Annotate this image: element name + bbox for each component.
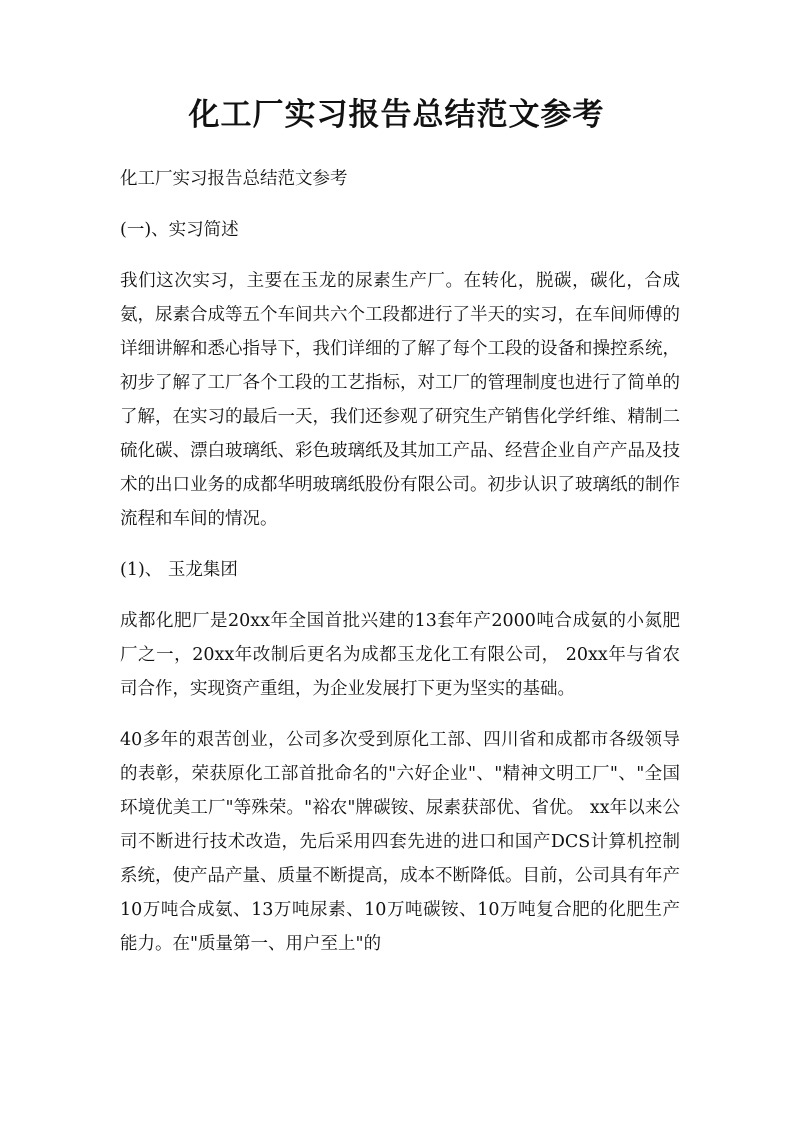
paragraph-overview: 我们这次实习，主要在玉龙的尿素生产厂。在转化，脱碳，碳化，合成氨，尿素合成等五个车间共六个工段都进行了半天的实习，在车间师傅的详细讲解和悉心指导下，我们详细的了解了每个工段的设备和操控系统，初步了解了工厂各个工段的工艺指标，对工厂的管理制度也进行了简单的了解，在实习的最后一天，我们还参观了研究生产销售化学纤维、精制二硫化碳、漂白玻璃纸、彩色玻璃纸及其加工产品、经营企业自产产品及技术的出口业务的成都华明玻璃纸股份有限公司。初步认识了玻璃纸的制作流程和车间的情况。 — [120, 271, 680, 529]
paragraph-history: 成都化肥厂是20xx年全国首批兴建的13套年产2000吨合成氨的小氮肥厂之一，20xx年改制后更名为成都玉龙化工有限公司， 20xx年与省农司合作，实现资产重组，为企业发展打下更为坚实的基础。 — [120, 611, 680, 699]
section-heading-yulong: (1)、 玉龙集团 — [120, 560, 238, 580]
document-subtitle: 化工厂实习报告总结范文参考 — [120, 169, 348, 189]
section-heading-overview: (一)、实习简述 — [120, 220, 239, 240]
document-title: 化工厂实习报告总结范文参考 — [188, 97, 605, 133]
document-body — [120, 162, 680, 978]
paragraph-achievements: 40多年的艰苦创业，公司多次受到原化工部、四川省和成都市各级领导的表彰，荣获原化工部首批命名的"六好企业"、"精神文明工厂"、"全国环境优美工厂"等殊荣。"裕农"牌碳铵、尿素获部优、省优。 xx年以来公司不断进行技术改造，先后采用四套先进的进口和国产DCS计算机控制系统，使产品产量、质量不断提高，成本不断降低。目前，公司具有年产10万吨合成氨、13万吨尿素、10万吨碳铵、10万吨复合肥的化肥生产能力。在"质量第一、用户至上"的 — [120, 730, 680, 954]
